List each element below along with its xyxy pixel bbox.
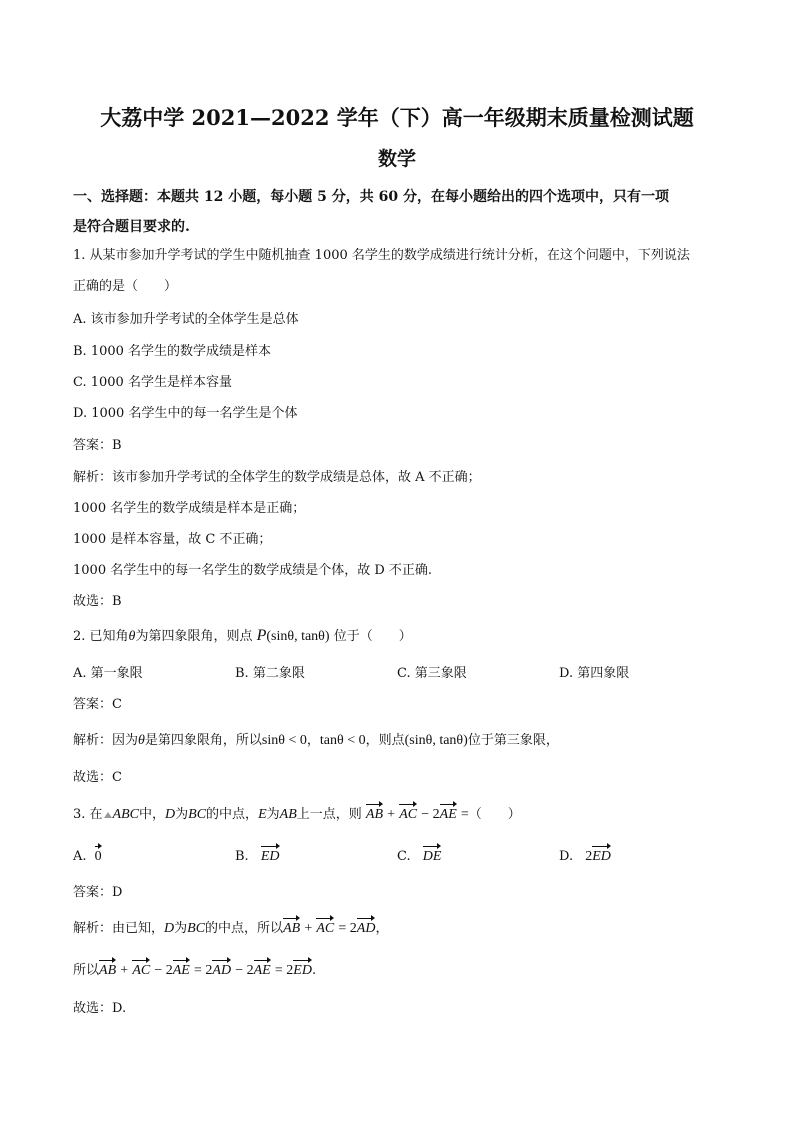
q3-an2-pre: 所以 <box>73 963 100 978</box>
q2-option-c: C. 第三象限 <box>397 666 467 681</box>
q2-stem-mid: 为第四象限角，则点 <box>135 629 253 644</box>
q3-eq: = <box>460 807 469 822</box>
triangle-icon <box>104 812 112 818</box>
q3-option-c <box>397 848 441 866</box>
q1-analysis-2: 1000 名学生的数学成绩是样本是正确； <box>73 501 306 516</box>
q1-stem-line2: 正确的是（ ） <box>73 279 178 294</box>
q1-option-a: A. 该市参加升学考试的全体学生是总体 <box>73 312 299 327</box>
q3-choice: 故选：D. <box>73 1001 127 1016</box>
q3-an2-vec-ad: AD <box>212 963 232 978</box>
q3-stem <box>73 806 521 824</box>
q2-analysis-mid1: 是第四象限角，所以 <box>144 733 262 748</box>
q1-analysis-1: 解析：该市参加升学考试的全体学生的数学成绩是总体，故 A 不正确； <box>73 470 481 485</box>
q1-option-d: D. 1000 名学生中的每一名学生是个体 <box>73 406 298 421</box>
q3-option-a-label: A. <box>73 849 87 864</box>
q3-an2-vec-ae2: AE <box>253 963 271 978</box>
q3-vec-ae: AE <box>439 807 457 822</box>
section-header-line1: 一、选择题：本题共 12 小题，每小题 5 分，共 60 分，在每小题给出的四个选项中，只有一项 <box>73 189 669 205</box>
q3-an1-pre: 解析：由已知， <box>73 921 165 936</box>
q3-e: E <box>258 807 267 822</box>
exam-title: 大荔中学 2021—2022 学年（下）高一年级期末质量检测试题 <box>100 105 694 130</box>
q2-analysis <box>73 732 559 750</box>
q3-option-d <box>559 848 611 866</box>
q3-an1-eq: = 2 <box>338 921 357 936</box>
q3-an2-vec-ac: AC <box>132 963 151 978</box>
q3-abc: ABC <box>112 807 139 822</box>
q3-an1-vec-ab: AB <box>283 921 301 936</box>
q2-option-d: D. 第四象限 <box>559 666 630 681</box>
q2-point-args: (sinθ, tanθ) <box>266 629 330 644</box>
q3-t2: 为 <box>175 807 189 822</box>
q2-point: P <box>256 627 267 644</box>
section-header-line2: 是符合题目要求的. <box>73 219 190 235</box>
q3-option-c-value: DE <box>422 849 442 864</box>
q3-an2-eq1: = 2 <box>194 963 213 978</box>
q3-option-a-value: 0 <box>94 849 102 864</box>
q3-option-d-value: ED <box>592 849 611 864</box>
q3-ab: AB <box>279 807 297 822</box>
q3-answer: 答案：D <box>73 885 123 900</box>
q2-option-a: A. 第一象限 <box>73 666 143 681</box>
q3-an2-vec-ae: AE <box>172 963 190 978</box>
q2-analysis-tan: tanθ < 0 <box>319 733 366 748</box>
q3-an1-d: D <box>164 921 175 936</box>
q3-an2-m1: − 2 <box>154 963 173 978</box>
q2-analysis-point: (sinθ, tanθ) <box>404 733 468 748</box>
q3-vec-ac: AC <box>399 807 418 822</box>
q2-analysis-theta: θ <box>138 733 145 748</box>
q1-analysis-3: 1000 是样本容量，故 C 不正确； <box>73 532 272 547</box>
q2-analysis-sin: sinθ < 0 <box>261 733 307 748</box>
q3-option-b-value: ED <box>260 849 280 864</box>
q1-stem-line1: 1. 从某市参加升学考试的学生中随机抽查 1000 名学生的数学成绩进行统计分析，在这个问题中，下列说法 <box>73 248 690 263</box>
q1-option-c: C. 1000 名学生是样本容量 <box>73 375 232 390</box>
q3-an1-end: ， <box>375 921 389 936</box>
q1-option-b: B. 1000 名学生的数学成绩是样本 <box>73 344 272 359</box>
q3-t1: 中， <box>139 807 166 822</box>
q3-vec-ab: AB <box>365 807 384 822</box>
q2-theta: θ <box>128 629 136 644</box>
q2-analysis-comma: ， <box>306 733 320 748</box>
q3-an2-vec-ed: ED <box>293 963 312 978</box>
q2-analysis-mid2: ，则点 <box>365 733 405 748</box>
q3-option-d-coef: 2 <box>585 849 593 864</box>
q3-an1-t1: 为 <box>174 921 188 936</box>
q3-option-a <box>73 848 102 866</box>
q3-t4: 为 <box>266 807 280 822</box>
q3-an2-plus: + <box>120 963 129 978</box>
q3-t3: 的中点， <box>206 807 259 822</box>
q3-option-d-label: D. <box>559 849 574 864</box>
q3-bc: BC <box>188 807 207 822</box>
subject-title: 数学 <box>377 148 416 170</box>
q3-option-b-label: B. <box>235 849 249 864</box>
q1-analysis-4: 1000 名学生中的每一名学生的数学成绩是个体，故 D 不正确. <box>73 563 433 578</box>
q3-t5: 上一点，则 <box>296 807 362 822</box>
q3-an1-vec-ac: AC <box>316 921 335 936</box>
q3-an1-vec-ad: AD <box>356 921 376 936</box>
q2-analysis-post: 位于第三象限， <box>467 733 559 748</box>
q3-an2-eq2: = 2 <box>274 963 294 978</box>
q3-num: 3. 在 <box>73 807 103 822</box>
q3-minus2: − 2 <box>421 807 440 822</box>
q1-answer: 答案：B <box>73 438 122 453</box>
q3-an2-m2: − 2 <box>235 963 254 978</box>
q2-stem-post: 位于（ ） <box>333 629 412 644</box>
q3-an1-plus: + <box>304 921 313 936</box>
q2-option-b: B. 第二象限 <box>235 666 305 681</box>
q2-choice: 故选：C <box>73 770 122 785</box>
q2-answer: 答案：C <box>73 697 122 712</box>
q2-analysis-pre: 解析：因为 <box>73 733 139 748</box>
q3-option-c-label: C. <box>397 849 411 864</box>
q3-an1-bc: BC <box>187 921 206 936</box>
q3-tail: （ ） <box>468 807 521 822</box>
q2-stem-pre: 2. 已知角 <box>73 629 129 644</box>
q3-plus: + <box>387 807 396 822</box>
q3-option-b <box>235 848 280 866</box>
q3-an2-vec-ab: AB <box>99 963 117 978</box>
q3-analysis-1 <box>73 920 388 938</box>
q1-choice: 故选：B <box>73 594 122 609</box>
q3-an2-end: . <box>311 963 317 978</box>
q3-d: D <box>165 807 176 822</box>
q2-stem <box>73 627 412 646</box>
q3-analysis-2 <box>73 962 316 980</box>
q3-an1-t2: 的中点，所以 <box>205 921 284 936</box>
